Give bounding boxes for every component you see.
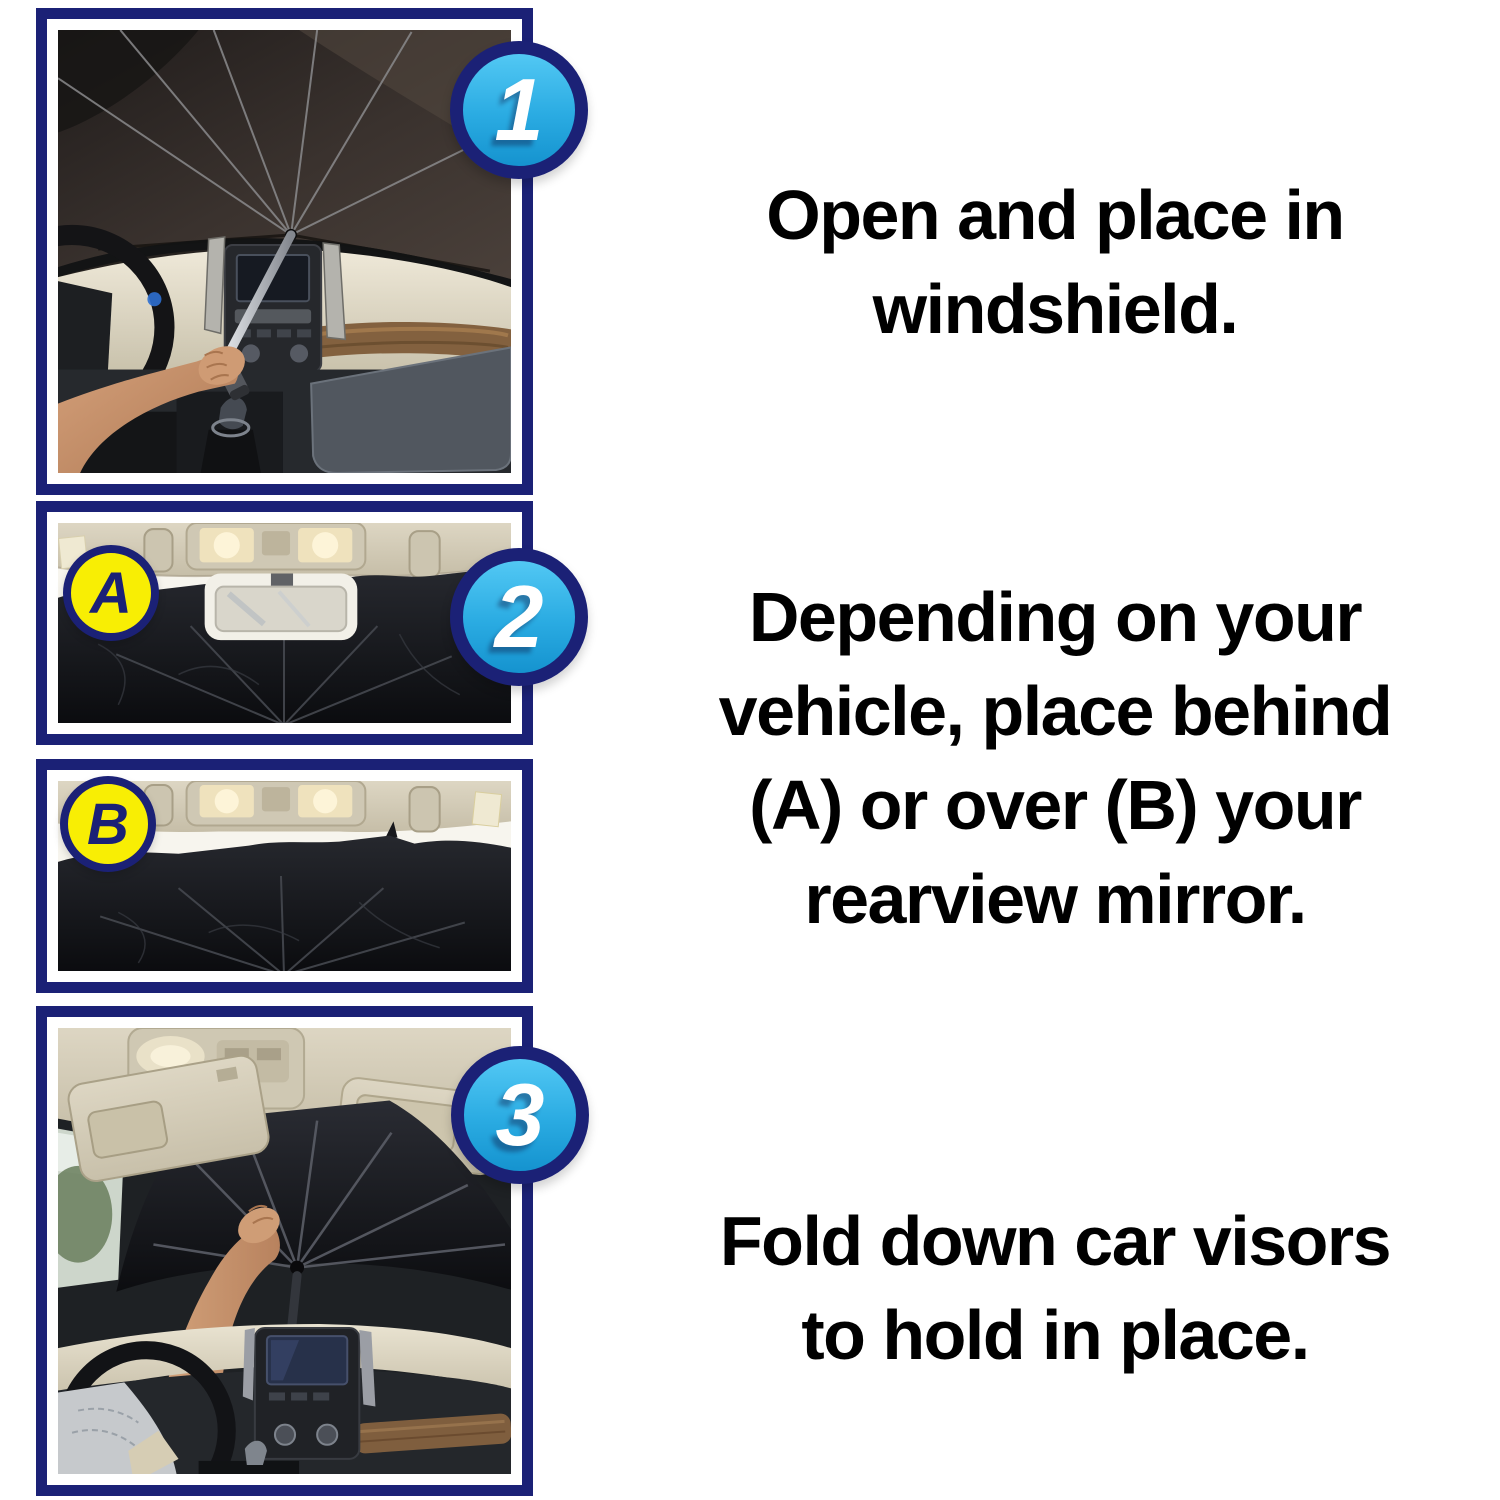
step-1-text-line: windshield. [872, 270, 1238, 348]
option-b-label: B [87, 791, 129, 857]
step-2-badge [450, 548, 588, 686]
step-1-badge-number: 1 [494, 60, 544, 159]
grab-handle-right [410, 787, 440, 831]
gear-shifter [177, 392, 283, 473]
left-vent [205, 237, 225, 333]
step1-photo-illustration [58, 30, 511, 473]
step-3-badge [451, 1046, 589, 1184]
visor-sticker [472, 792, 501, 827]
option-a-label: A [90, 560, 132, 626]
step-2-text [610, 570, 1500, 946]
step-1-badge [450, 41, 588, 179]
step-3-text-line: Fold down car visors [719, 1202, 1391, 1280]
step-2-text-line: Depending on your [748, 578, 1362, 656]
step-2-text-line: rearview mirror. [804, 860, 1306, 938]
step3-photo-illustration [58, 1028, 511, 1474]
start-button [147, 292, 161, 306]
step-1-text-line: Open and place in [766, 176, 1344, 254]
mirror-cutout [205, 574, 358, 641]
step-3-text-line: to hold in place. [801, 1296, 1309, 1374]
step1-photo [58, 30, 511, 473]
step3-photo [58, 1028, 511, 1474]
option-b-badge [60, 776, 156, 872]
step-2-badge-number: 2 [494, 567, 544, 666]
left-vent [243, 1328, 255, 1400]
step-3-text [610, 1194, 1500, 1382]
step-2-text-line: vehicle, place behind [718, 672, 1392, 750]
step-3-badge-number: 3 [495, 1065, 545, 1164]
grab-handle-right [410, 531, 440, 577]
step-1-text [610, 168, 1500, 356]
option-a-badge [63, 545, 159, 641]
center-console [243, 1328, 376, 1459]
step-2-text-line: (A) or over (B) your [749, 766, 1361, 844]
step3-photo-frame [36, 1006, 533, 1496]
